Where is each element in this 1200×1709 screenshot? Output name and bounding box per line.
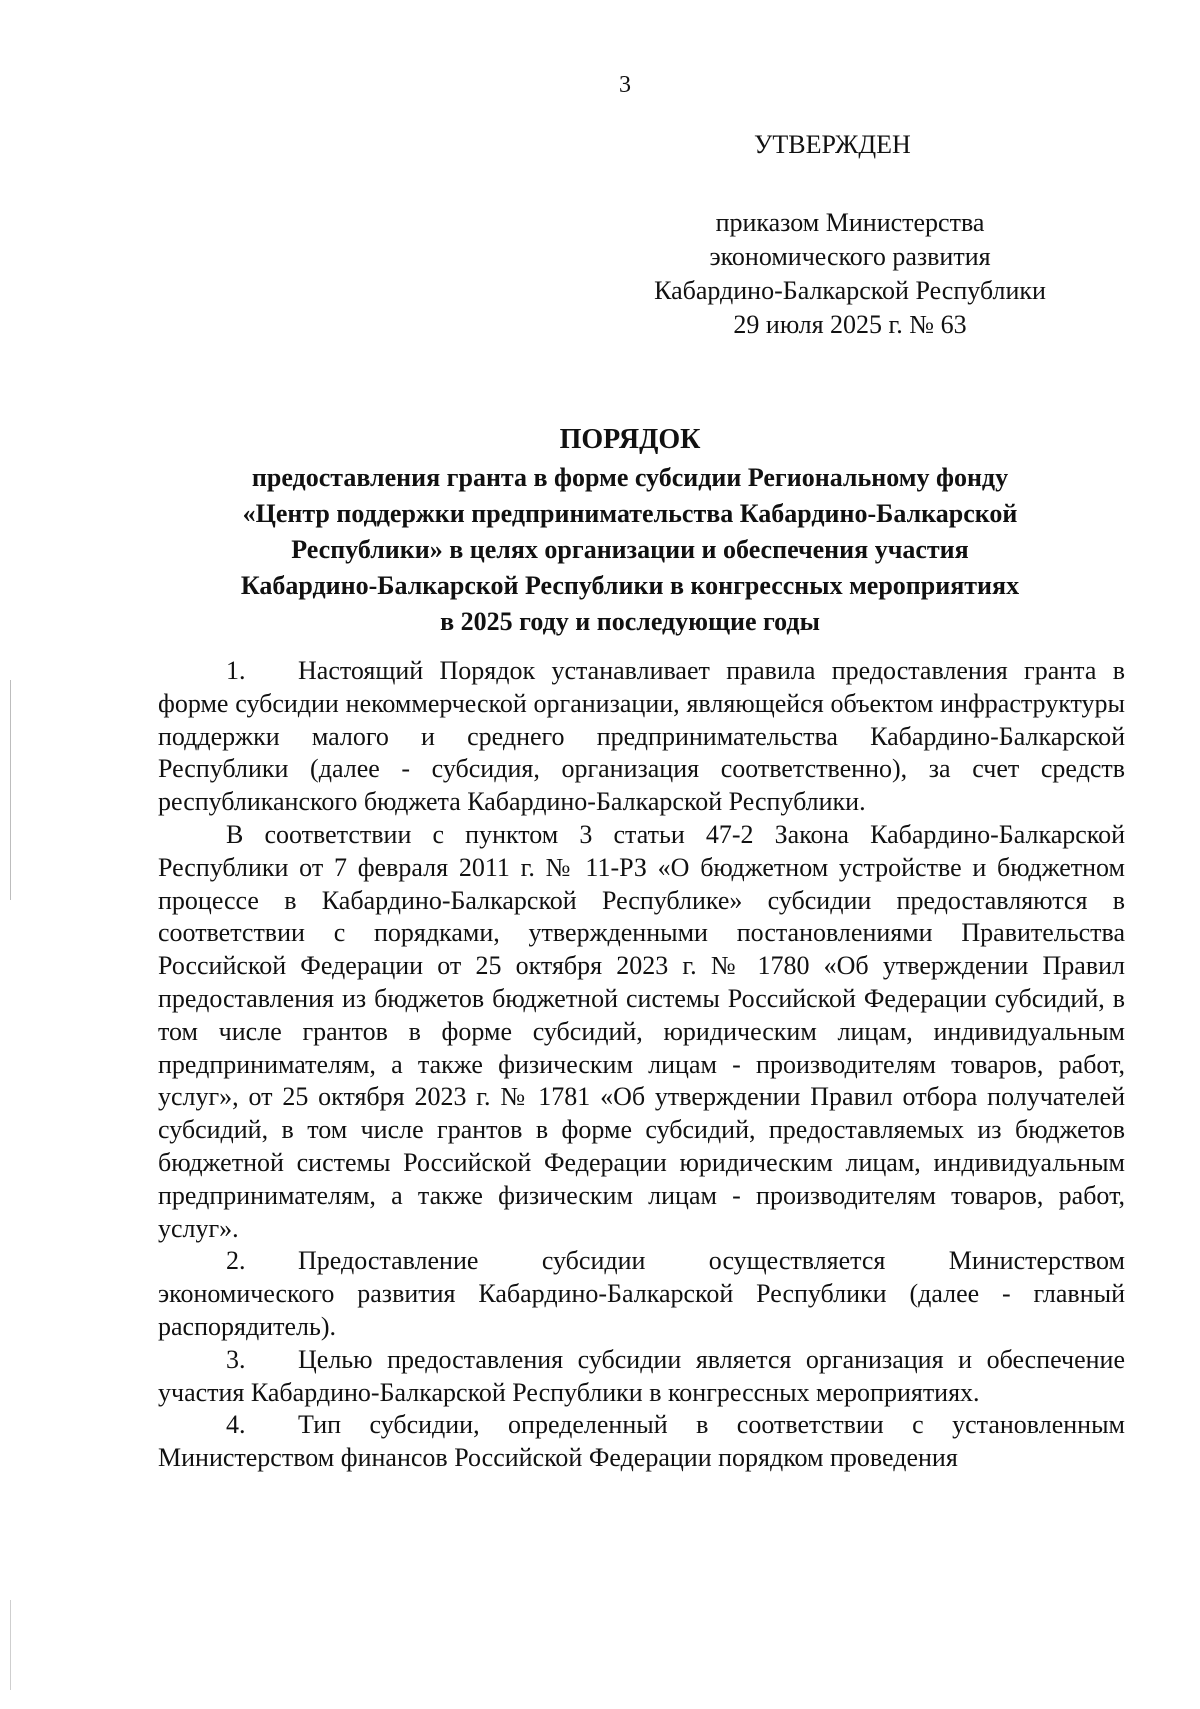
paragraph-number: 2.: [226, 1246, 246, 1276]
paragraph-text: Предоставление субсидии осуществляется Министерством экономического развития Кабардино-Балкарской Республики (далее - главный распорядитель).: [158, 1246, 1125, 1341]
approval-line: Кабардино-Балкарской Республики: [654, 276, 1046, 305]
scan-edge-mark: [10, 1600, 11, 1690]
approval-block: [630, 128, 1070, 342]
paragraph-4: [158, 1409, 1125, 1475]
paragraph-1b: [158, 819, 1125, 1245]
paragraph-number: 4.: [226, 1410, 246, 1440]
title-line: Республики» в целях организации и обеспечения участия: [291, 535, 969, 564]
document-title-block: [150, 422, 1110, 640]
paragraph-number: 3.: [226, 1344, 246, 1374]
scan-edge-mark: [10, 680, 11, 900]
title-line: в 2025 году и последующие годы: [440, 607, 820, 636]
title-line: предоставления гранта в форме субсидии Региональному фонду: [251, 463, 1009, 492]
paragraph-3: [158, 1344, 1125, 1410]
paragraph-text: Настоящий Порядок устанавливает правила предоставления гранта в форме субсидии некоммерческой организации, являющейся объектом инфраструктуры поддержки малого и среднего предпринимательства Кабардино-Балкарской Республики (далее - субсидия, организация соответственно), за счет средств республиканского бюджета Кабардино-Балкарской Республики.: [158, 656, 1125, 817]
document-body: [158, 655, 1125, 1475]
paragraph-1: [158, 655, 1125, 819]
approval-line: экономического развития: [709, 242, 991, 271]
paragraph-text: В соответствии с пунктом 3 статьи 47-2 Закона Кабардино-Балкарской Республики от 7 февраля 2011 г. № 11-РЗ «О бюджетном устройстве и бюджетном процессе в Кабардино-Балкарской Республике» субсидии предоставляются в соответствии с порядками, утвержденными постановлениями Правительства Российской Федерации от 25 октября 2023 г. № 1780 «Об утверждении Правил предоставления из бюджетов бюджетной системы Российской Федерации субсидий, в том числе грантов в форме субсидий, юридическим лицам, индивидуальным предпринимателям, а также физическим лицам - производителям товаров, работ, услуг», от 25 октября 2023 г. № 1781 «Об утверждении Правил отбора получателей субсидий, в том числе грантов в форме субсидий, предоставляемых из бюджетов бюджетной системы Российской Федерации юридическим лицам, индивидуальным предпринимателям, а также физическим лицам - производителям товаров, работ, услуг».: [158, 819, 1125, 1243]
approval-line: приказом Министерства: [715, 208, 985, 237]
document-title: ПОРЯДОК: [559, 424, 701, 455]
paragraph-number: 1.: [226, 656, 246, 685]
paragraph-2: [158, 1245, 1125, 1343]
approval-date-number: 29 июля 2025 г. № 63: [733, 310, 967, 339]
paragraph-text: Тип субсидии, определенный в соответствии с установленным Министерством финансов Российской Федерации порядком проведения: [158, 1410, 1125, 1473]
paragraph-text: Целью предоставления субсидии является организация и обеспечение участия Кабардино-Балкарской Республики в конгрессных мероприятиях.: [158, 1344, 1125, 1407]
approval-heading: УТВЕРЖДЕН: [754, 130, 911, 159]
page-number: 3: [619, 72, 631, 98]
title-line: Кабардино-Балкарской Республики в конгрессных мероприятиях: [240, 571, 1020, 600]
title-line: «Центр поддержки предпринимательства Кабардино-Балкарской: [242, 499, 1018, 528]
